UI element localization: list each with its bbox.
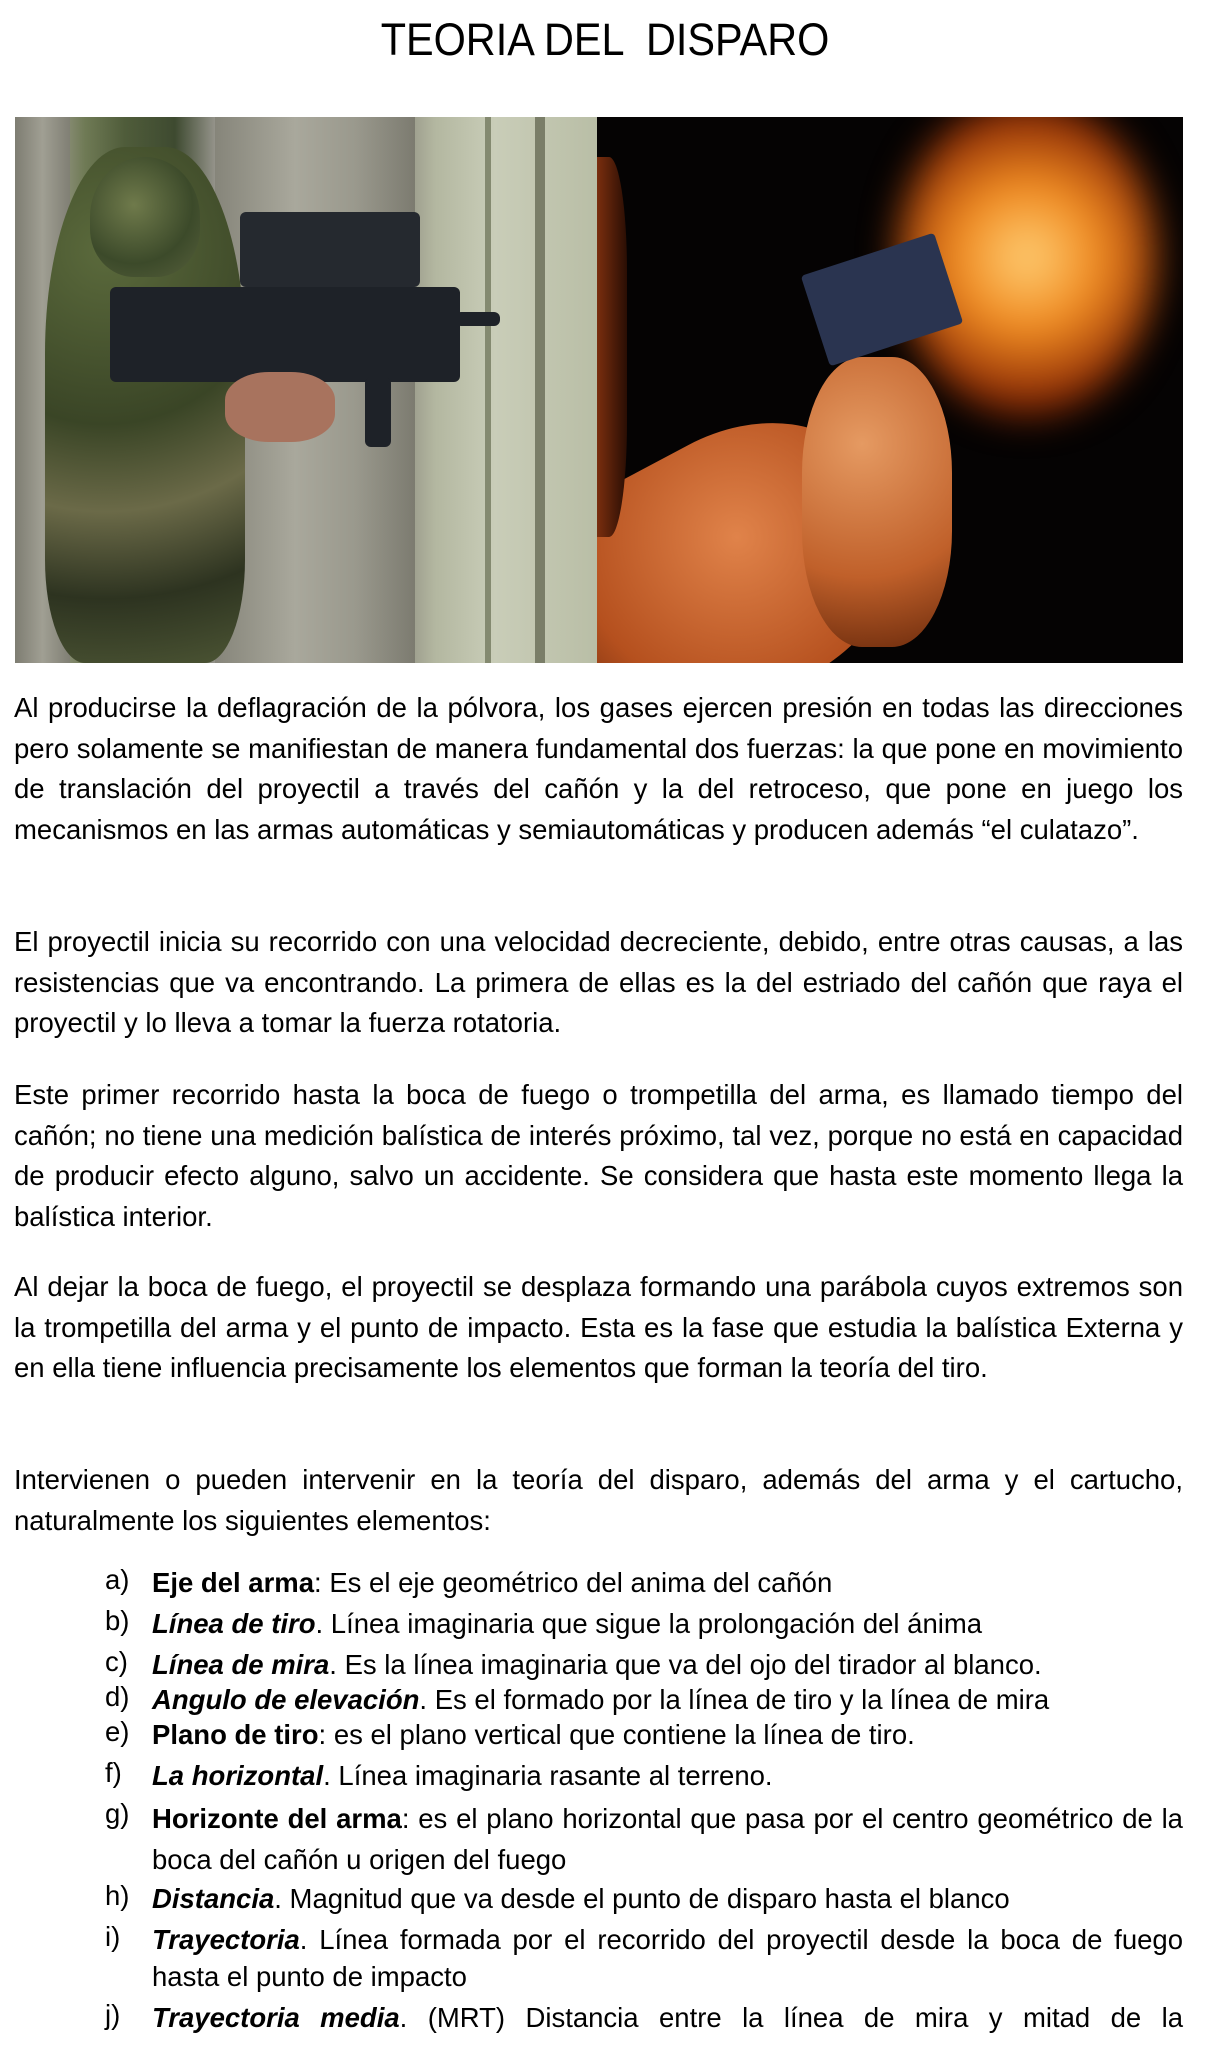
- list-marker: g): [105, 1798, 130, 1829]
- list-marker: f): [105, 1757, 122, 1788]
- list-term: Línea de tiro: [152, 1608, 316, 1639]
- list-item-body: [152, 1798, 1183, 1880]
- list-sep: :: [318, 1719, 327, 1750]
- list-marker: j): [105, 1999, 121, 2030]
- list-term: Angulo de elevación: [152, 1684, 420, 1715]
- list-marker: e): [105, 1716, 130, 1747]
- paragraph-3: Este primer recorrido hasta la boca de fuego o trompetilla del arma, es llamado tiempo del cañón; no tiene una medición balística de interés próximo, tal vez, porque no está en capacidad de producir efecto alguno, salvo un accidente. Se considera que hasta este momento llega la balística interior.: [14, 1079, 1183, 1232]
- list-term: Distancia: [152, 1883, 275, 1914]
- paragraph-2: El proyectil inicia su recorrido con una velocidad decreciente, debido, entre otras causas, a las resistencias que va encontrando. La primera de ellas es la del estriado del cañón que raya el proyectil y lo lleva a tomar la fuerza rotatoria.: [14, 926, 1183, 1038]
- list-marker: a): [105, 1564, 130, 1595]
- list-term: Horizonte del arma: [152, 1803, 402, 1834]
- soldier-with-rifle-photo: [15, 117, 597, 663]
- list-text: Línea imaginaria que sigue la prolongación del ánima: [323, 1608, 983, 1639]
- list-item-body: [152, 1646, 1183, 1683]
- list-term: Línea de mira: [152, 1649, 330, 1680]
- list-marker: b): [105, 1605, 130, 1636]
- list-text: Línea formada por el recorrido del proyectil desde la boca de fuego hasta el punto de impacto: [152, 1924, 1183, 1992]
- list-item-body: [152, 1681, 1183, 1718]
- list-sep: .: [323, 1760, 331, 1791]
- list-item-body: [152, 1716, 1183, 1753]
- list-text: (MRT) Distancia entre la línea de mira y mitad de la: [407, 2002, 1183, 2033]
- list-item-body: [152, 1921, 1183, 1995]
- list-sep: .: [315, 1608, 324, 1639]
- page-title: TEORIA DEL DISPARO: [380, 14, 830, 65]
- list-sep: .: [274, 1883, 282, 1914]
- list-item-body: [152, 1999, 1183, 2036]
- list-sep: .: [399, 2002, 408, 2033]
- list-text: Es el formado por la línea de tiro y la línea de mira: [427, 1684, 1050, 1715]
- list-sep: .: [299, 1924, 308, 1955]
- list-sep: .: [329, 1649, 337, 1680]
- list-marker: d): [105, 1681, 130, 1712]
- list-marker: i): [105, 1921, 121, 1952]
- header-photos: [15, 117, 1183, 663]
- list-sep: :: [401, 1803, 410, 1834]
- list-text: Es la línea imaginaria que va del ojo del tirador al blanco.: [336, 1649, 1042, 1680]
- list-term: Plano de tiro: [152, 1719, 319, 1750]
- paragraph-4: Al dejar la boca de fuego, el proyectil se desplaza formando una parábola cuyos extremos son la trompetilla del arma y el punto de impacto. Esta es la fase que estudia la balística Externa y en ella tiene influencia precisamente los elementos que forman la teoría del tiro.: [14, 1271, 1183, 1383]
- list-sep: :: [314, 1567, 322, 1598]
- list-term: Trayectoria: [152, 1924, 300, 1955]
- list-item-body: [152, 1605, 1183, 1642]
- pistol-firing-photo: [597, 117, 1183, 663]
- list-term: La horizontal: [152, 1760, 324, 1791]
- list-text: Es el eje geométrico del anima del cañón: [321, 1567, 833, 1598]
- list-text: es el plano vertical que contiene la línea de tiro.: [326, 1719, 915, 1750]
- list-text: Magnitud que va desde el punto de disparo hasta el blanco: [281, 1883, 1010, 1914]
- paragraph-5: Intervienen o pueden intervenir en la teoría del disparo, además del arma y el cartucho, naturalmente los siguientes elementos:: [14, 1464, 1183, 1536]
- list-marker: h): [105, 1880, 130, 1911]
- list-item-body: [152, 1564, 1183, 1601]
- list-marker: c): [105, 1646, 128, 1677]
- list-term: Eje del arma: [152, 1567, 315, 1598]
- list-text: es el plano horizontal que pasa por el centro geométrico de la boca del cañón u origen del fuego: [152, 1803, 1183, 1875]
- paragraph-1: Al producirse la deflagración de la pólvora, los gases ejercen presión en todas las direcciones pero solamente se manifiestan de manera fundamental dos fuerzas: la que pone en movimiento de translación del proyectil a través del cañón y la del retroceso, que pone en juego los mecanismos en las armas automáticas y semiautomáticas y producen además “el culatazo”.: [14, 692, 1183, 845]
- list-sep: .: [419, 1684, 428, 1715]
- list-item-body: [152, 1880, 1183, 1917]
- list-item-body: [152, 1757, 1183, 1794]
- list-text: Línea imaginaria rasante al terreno.: [330, 1760, 773, 1791]
- list-term: Trayectoria media: [152, 2002, 400, 2033]
